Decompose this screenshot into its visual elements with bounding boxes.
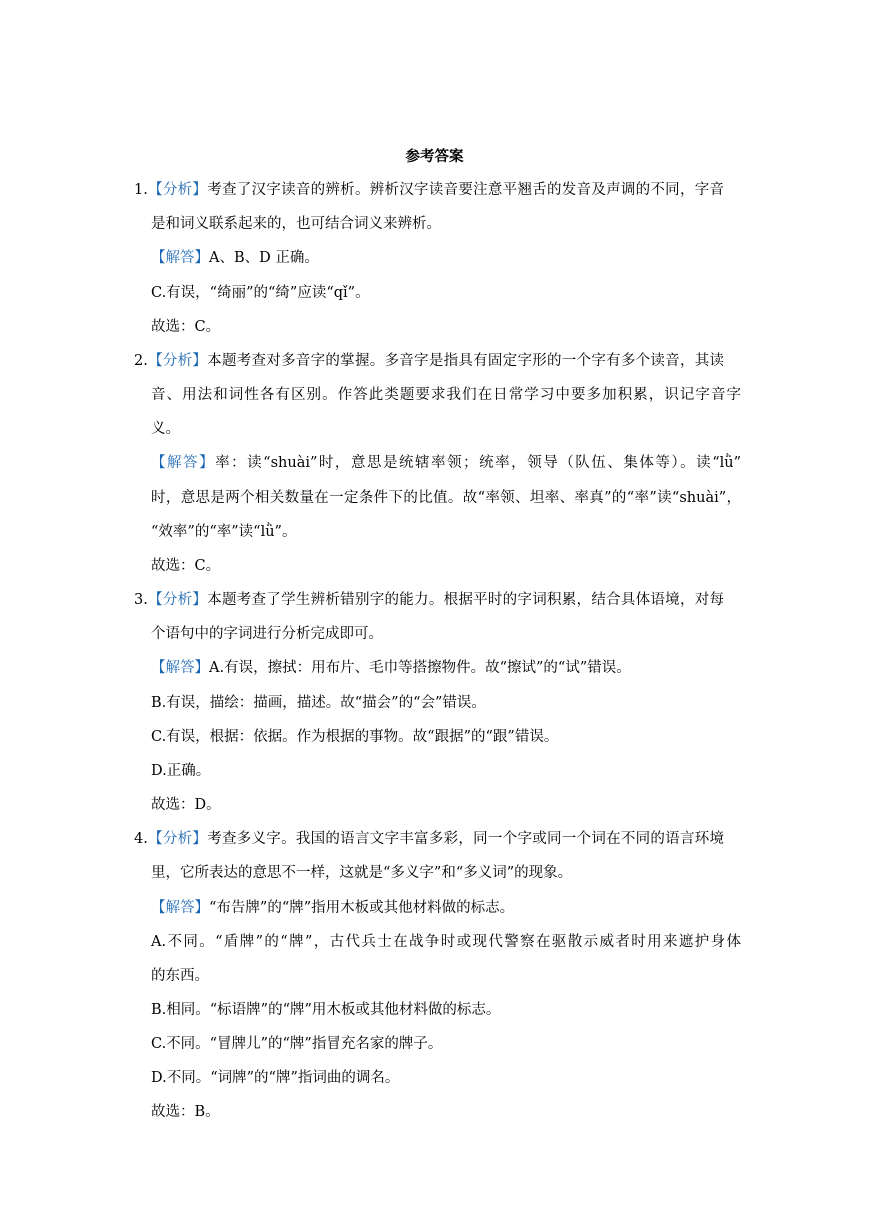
q2-number: 2. [134, 353, 148, 369]
q4-analysis-line-2: 里，它所表达的意思不一样，这就是“多义字”和“多义词”的现象。 [151, 865, 573, 881]
analysis-tag: 【分析】 [147, 592, 208, 608]
q4-number: 4. [134, 831, 148, 847]
q3-answer-line-2: B.有误，描绘：描画，描述。故“描会”的“会”错误。 [151, 695, 486, 711]
q4-answer-line-7: 故选：B。 [151, 1104, 220, 1120]
q1-analysis-line-1: 1.【分析】考查了汉字读音的辨析。辨析汉字读音要注意平翘舌的发音及声调的不同，字音 [134, 182, 725, 198]
answer-tag: 【解答】 [151, 250, 209, 266]
q3-analysis-line-2: 个语句中的字词进行分析完成即可。 [151, 626, 383, 642]
q3-answer-line-1: 【解答】A.有误，擦拭：用布片、毛巾等搭擦物件。故“擦试”的“试”错误。 [151, 660, 631, 676]
q1-analysis-line-2: 是和词义联系起来的，也可结合词义来辨析。 [151, 216, 441, 232]
q3-answer-line-3: C.有误，根据：依据。作为根据的事物。故“跟据”的“跟”错误。 [151, 729, 559, 745]
q4-answer-line-5: C.不同。“冒牌儿”的“牌”指冒充名家的牌子。 [151, 1036, 443, 1052]
analysis-tag: 【分析】 [147, 353, 208, 369]
q2-answer-line-4: 故选：C。 [151, 558, 221, 574]
q3-number: 3. [134, 592, 148, 608]
q4-answer-line-3: 的东西。 [151, 968, 209, 984]
q3-answer-line-5: 故选：D。 [151, 797, 221, 813]
analysis-tag: 【分析】 [147, 831, 208, 847]
answer-tag: 【解答】 [151, 455, 216, 471]
q1-answer-line-1: 【解答】A、B、D 正确。 [151, 250, 319, 266]
answer-tag: 【解答】 [151, 660, 209, 676]
q2-answer-line-2: 时，意思是两个相关数量在一定条件下的比值。故“率领、坦率、率真”的“率”读“shuài”， [151, 490, 741, 506]
q4-analysis-line-1: 4.【分析】考查多义字。我国的语言文字丰富多彩，同一个字或同一个词在不同的语言环境 [134, 831, 725, 847]
q2-answer-line-1: 【解答】率：读“shuài”时，意思是统辖率领；统率，领导（队伍、集体等）。读“lǜ” [151, 455, 742, 471]
q2-analysis-line-1: 2.【分析】本题考查对多音字的掌握。多音字是指具有固定字形的一个字有多个读音，其读 [134, 353, 725, 369]
q1-answer-line-2: C.有误，“绮丽”的“绮”应读“qǐ”。 [151, 285, 370, 301]
q4-answer-line-4: B.相同。“标语牌”的“牌”用木板或其他材料做的标志。 [151, 1002, 501, 1018]
q2-analysis-line-3: 义。 [151, 421, 180, 437]
page-title: 参考答案 [405, 148, 464, 165]
answer-tag: 【解答】 [151, 900, 209, 916]
q3-answer-line-4: D.正确。 [151, 763, 211, 779]
q4-answer-line-1: 【解答】“布告牌”的“牌”指用木板或其他材料做的标志。 [151, 900, 515, 916]
q1-number: 1. [134, 182, 148, 198]
q2-analysis-line-2: 音、用法和词性各有区别。作答此类题要求我们在日常学习中要多加积累，识记字音字 [151, 387, 741, 403]
q4-answer-line-6: D.不同。“词牌”的“牌”指词曲的调名。 [151, 1070, 400, 1086]
q3-analysis-line-1: 3.【分析】本题考查了学生辨析错别字的能力。根据平时的字词积累，结合具体语境，对每 [134, 592, 725, 608]
q1-answer-line-3: 故选：C。 [151, 319, 221, 335]
q4-answer-line-2: A.不同。“盾牌”的“牌”，古代兵士在战争时或现代警察在驱散示威者时用来遮护身体 [151, 934, 741, 950]
analysis-tag: 【分析】 [147, 182, 208, 198]
q2-answer-line-3: “效率”的“率”读“lǜ”。 [151, 524, 297, 540]
